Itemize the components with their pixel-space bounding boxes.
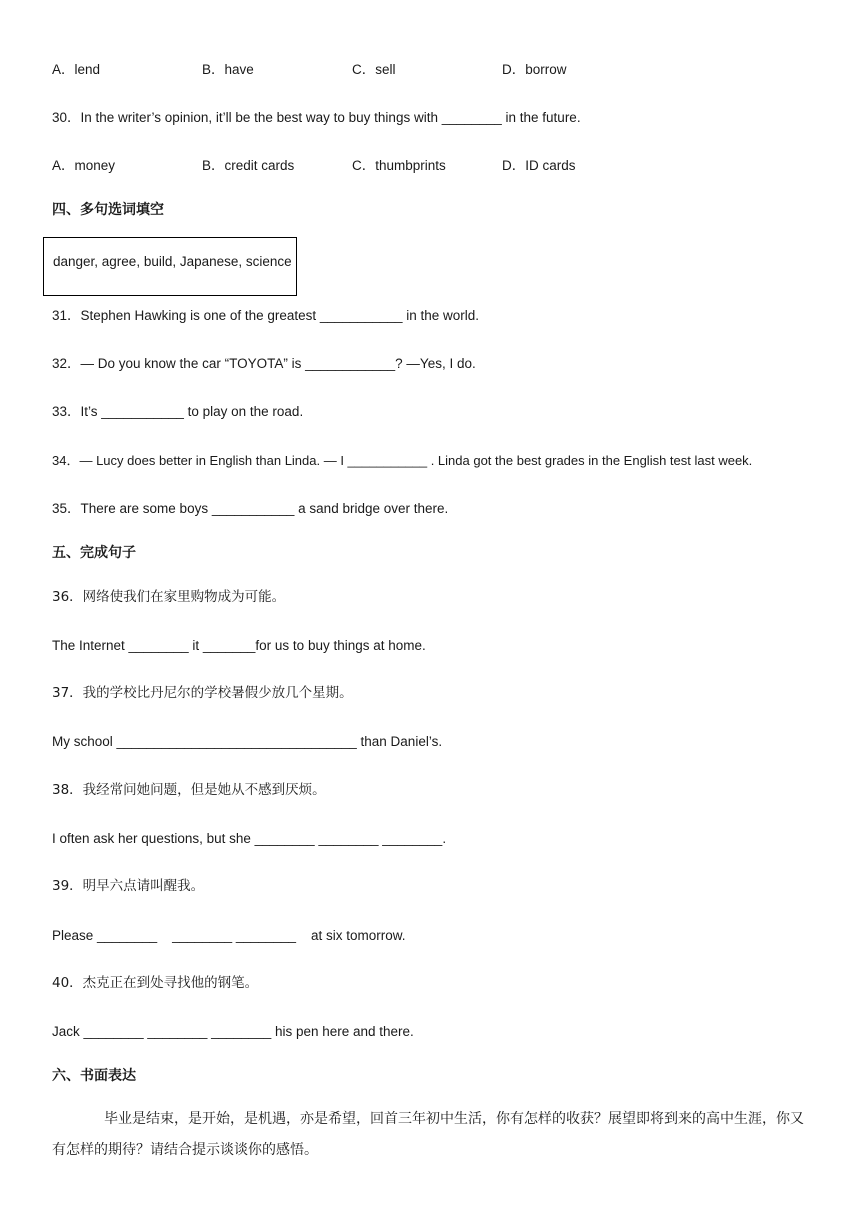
q35-text: 35．There are some boys ___________ a sand bridge over there.	[52, 501, 449, 516]
q38-english: I often ask her questions, but she ________ ________ ________.	[52, 831, 447, 846]
word-box-text: danger, agree, build, Japanese, science	[53, 254, 292, 269]
q30-option-d: D．ID cards	[502, 158, 576, 173]
q30-option-c: C．thumbprints	[352, 158, 446, 173]
q38-chinese: 38．我经常问她问题，但是她从不感到厌烦。	[52, 782, 326, 798]
q37-english: My school ________________________________ than Daniel’s.	[52, 734, 443, 749]
q39-english: Please ________ ________ ________ at six tomorrow.	[52, 928, 406, 943]
q40-english: Jack ________ ________ ________ his pen here and there.	[52, 1024, 414, 1039]
q34-text: 34．— Lucy does better in English than Linda. — I ___________ . Linda got the best grades in the English test last week.	[52, 453, 753, 468]
writing-prompt: 毕业是结束，是开始，是机遇，亦是希望，回首三年初中生活，你有怎样的收获？展望即将到来的高中生涯，你又有怎样的期待？请结合提示谈谈你的感悟。	[52, 1111, 804, 1158]
q30-text: 30．In the writer’s opinion, it’ll be the best way to buy things with ________ in the future.	[52, 110, 581, 125]
q39-chinese: 39．明早六点请叫醒我。	[52, 878, 205, 894]
section6-title: 六、书面表达	[52, 1068, 136, 1084]
q29-option-c: C．sell	[352, 62, 396, 77]
word-box	[43, 237, 297, 296]
section4-title: 四、多句选词填空	[52, 202, 164, 218]
q40-chinese: 40．杰克正在到处寻找他的钢笔。	[52, 975, 259, 991]
q37-chinese: 37．我的学校比丹尼尔的学校暑假少放几个星期。	[52, 685, 353, 701]
section5-title: 五、完成句子	[52, 545, 136, 561]
q32-text: 32．— Do you know the car “TOYOTA” is ____________? —Yes, I do.	[52, 356, 476, 371]
q36-chinese: 36．网络使我们在家里购物成为可能。	[52, 589, 286, 605]
q29-option-a: A．lend	[52, 62, 101, 77]
q36-english: The Internet ________ it _______for us to buy things at home.	[52, 638, 426, 653]
q30-option-b: B．credit cards	[202, 158, 295, 173]
q29-option-d: D．borrow	[502, 62, 567, 77]
q30-option-a: A．money	[52, 158, 116, 173]
q31-text: 31．Stephen Hawking is one of the greatest ___________ in the world.	[52, 308, 480, 323]
q29-option-b: B．have	[202, 62, 254, 77]
q33-text: 33．It’s ___________ to play on the road.	[52, 404, 304, 419]
